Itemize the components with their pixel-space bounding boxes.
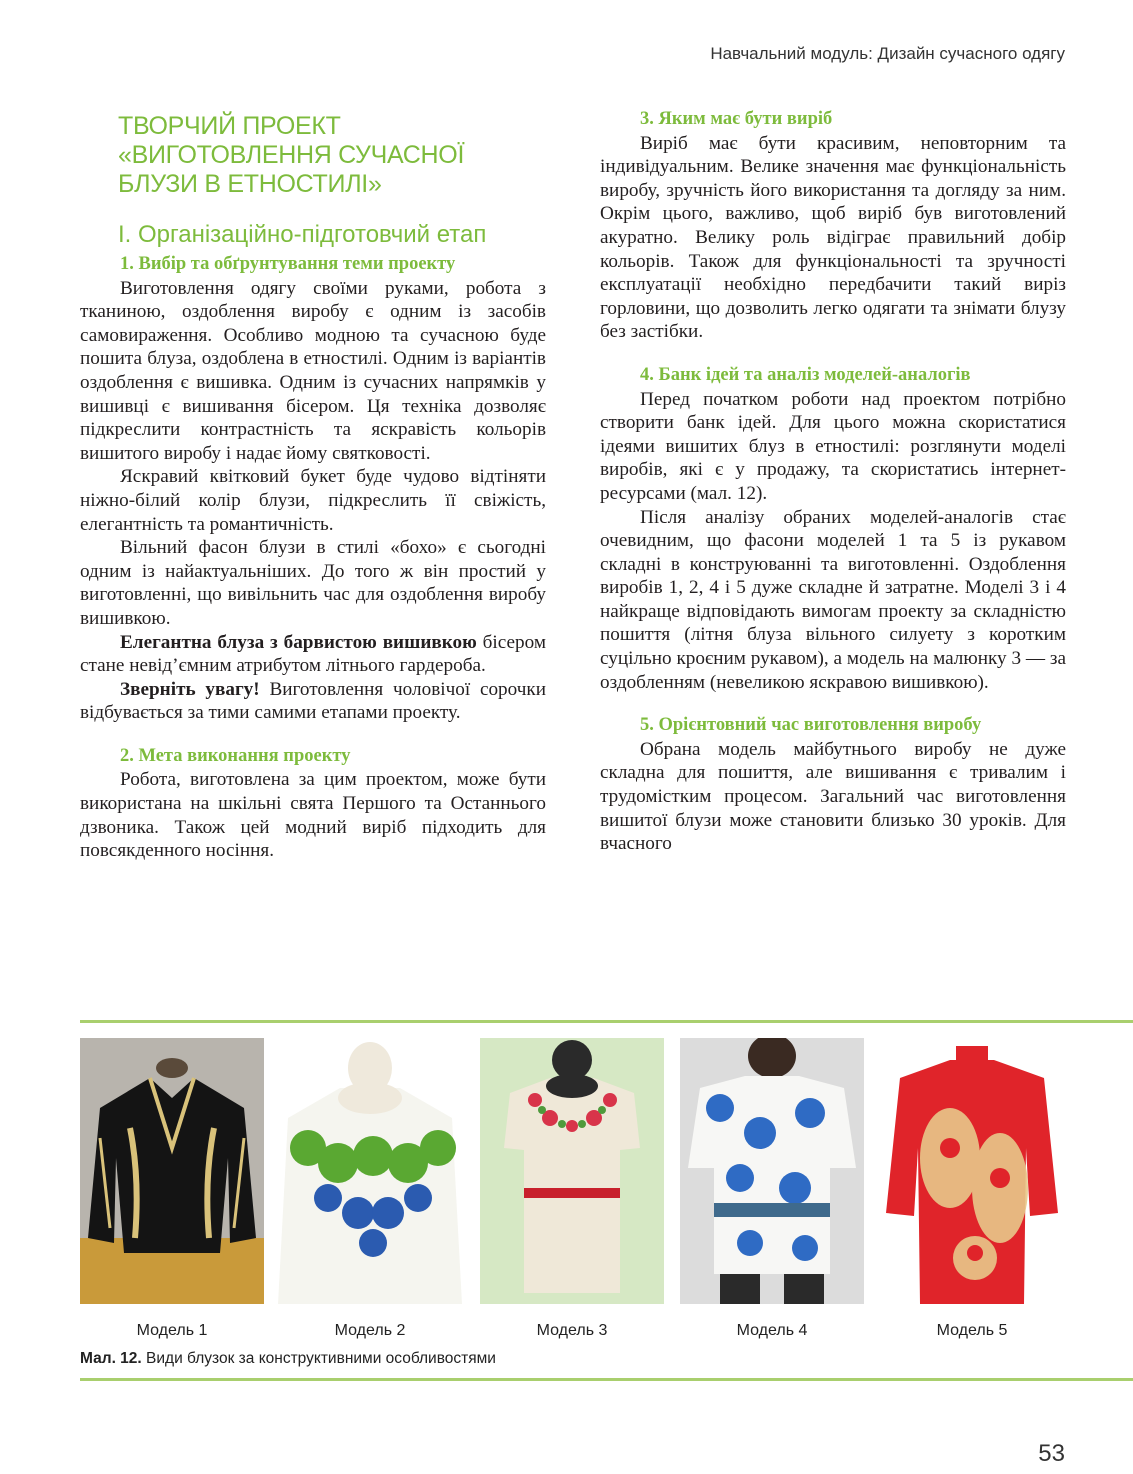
model-3-image [480, 1038, 664, 1304]
section-1-paragraph: Виготовлення одягу своїми руками, робота з тканиною, оздоблення виробу є одним із засобів самовираження. Особливо модною та сучасною буде пошита блуза, оздоблена в етностилі. Одним із варіантів оздоблення є вишивка. Одним із сучасних напрямків у вишивці є вишивання бісером. Ця техніка дозволяє підкреслити контрастність та яскравість кольорів вишитого виробу і надає йому святковості. [80, 277, 546, 464]
figure-caption [80, 1350, 496, 1368]
figure-top-rule [80, 1020, 1133, 1023]
stage-title: І. Організаційно-підготовчий етап [118, 221, 487, 248]
section-1-paragraph: Яскравий квітковий букет буде чудово відтіняти ніжно-білий колір блузи, підкреслить її свіжість, елегантність та романтичність. [80, 466, 546, 535]
model-5-label: Модель 5 [936, 1322, 1008, 1339]
right-column [600, 108, 1066, 856]
figure-bottom-rule [80, 1378, 1133, 1381]
section-2-paragraph: Робота, виготовлена за цим проектом, може бути використана на шкільні свята Першого та Останнього дзвоника. Також цей модний виріб підходить для повсякденного носіння. [80, 769, 546, 862]
project-title [118, 112, 546, 199]
section-4-paragraph: Перед початком роботи над проектом потрібно створити банк ідей. Для цього можна скористатися ідеями вишитих блуз в етностилі: розглянути моделі виробів, які є у продажу, та скористатись інтернет-ресурсами (мал. 12). [600, 388, 1066, 504]
project-title-line: «ВИГОТОВЛЕННЯ СУЧАСНОЇ [118, 141, 465, 169]
section-5-paragraph: Обрана модель майбутнього виробу не дуже складна для пошиття, але вишивання є тривалим і трудомістким процесом. Загальний час виготовлення вишитої блузи може становити близько 30 уроків. Для вчасного [600, 738, 1066, 855]
section-3-paragraph: Виріб має бути красивим, неповторним та індивідуальним. Велике значення має функціональність виробу, зручність його використання та догляду за ним. Окрім цього, важливо, щоб виріб був виготовлений акуратно. Велику роль відіграє правильний добір кольорів. Також для функціональності та зручності експлуатації необхідно передбачити такий виріз горловини, що дозволить легко одягати та знімати блузу без застібки. [600, 132, 1066, 343]
paragraph-text: бісером стане невід’ємним атрибутом літнього гардероба. [80, 631, 546, 677]
section-4-paragraph: Після аналізу обраних моделей-аналогів стає очевидним, що фасони моделей 1 та 5 із рукавом складні в конструюванні та виготовленні. Оздоблення виробів 1, 2, 4 і 5 дуже складне й затратне. Моделі 3 і 4 найкраще відповідають вимогам проекту за складністю пошиття (літня блуза вільного силуету з коротким суцільно кроєним рукавом), а модель на малюнку 3 — за оздобленням (невеликою яскравою вишивкою). [600, 506, 1066, 693]
paragraph-text: Виготовлення чоловічої сорочки відбувається за тими самими етапами проекту. [80, 678, 546, 724]
model-1-label: Модель 1 [136, 1322, 208, 1339]
project-title-line: БЛУЗИ В ЕТНОСТИЛІ» [118, 170, 382, 198]
model-5-image [880, 1038, 1064, 1304]
section-2-heading: 2. Мета виконання проекту [120, 745, 351, 766]
section-1-paragraph [80, 631, 546, 678]
note-label: Зверніть увагу! [120, 678, 260, 700]
figure-number: Мал. 12. [80, 1350, 142, 1367]
left-column [80, 112, 546, 863]
project-title-line: ТВОРЧИЙ ПРОЕКТ [118, 112, 341, 140]
section-5-heading: 5. Орієнтовний час виготовлення виробу [640, 715, 982, 736]
model-2-image [278, 1038, 462, 1304]
caption-text: Види блузок за конструктивними особливостями [141, 1350, 496, 1367]
section-4-heading: 4. Банк ідей та аналіз моделей-аналогів [640, 364, 971, 385]
section-3-heading: 3. Яким має бути виріб [640, 109, 833, 129]
note-paragraph [80, 678, 546, 725]
page-number: 53 [1038, 1440, 1065, 1467]
running-header: Навчальний модуль: Дизайн сучасного одягу [710, 44, 1065, 63]
model-4-image [680, 1038, 864, 1304]
figure-gallery [80, 1038, 1054, 1304]
model-2-label: Модель 2 [334, 1322, 406, 1339]
emphasis-text: Елегантна блуза з барвистою вишивкою [120, 631, 477, 653]
model-4-label: Модель 4 [736, 1322, 808, 1339]
section-1-heading: 1. Вибір та обґрунтування теми проекту [120, 254, 456, 274]
model-3-label: Модель 3 [536, 1322, 608, 1339]
section-1-paragraph: Вільний фасон блузи в стилі «бохо» є сьогодні одним із найактуальніших. До того ж він простий у виготовленні, що вивільнить час для оздоблення виробу вишивкою. [80, 537, 546, 629]
model-1-image [80, 1038, 264, 1304]
